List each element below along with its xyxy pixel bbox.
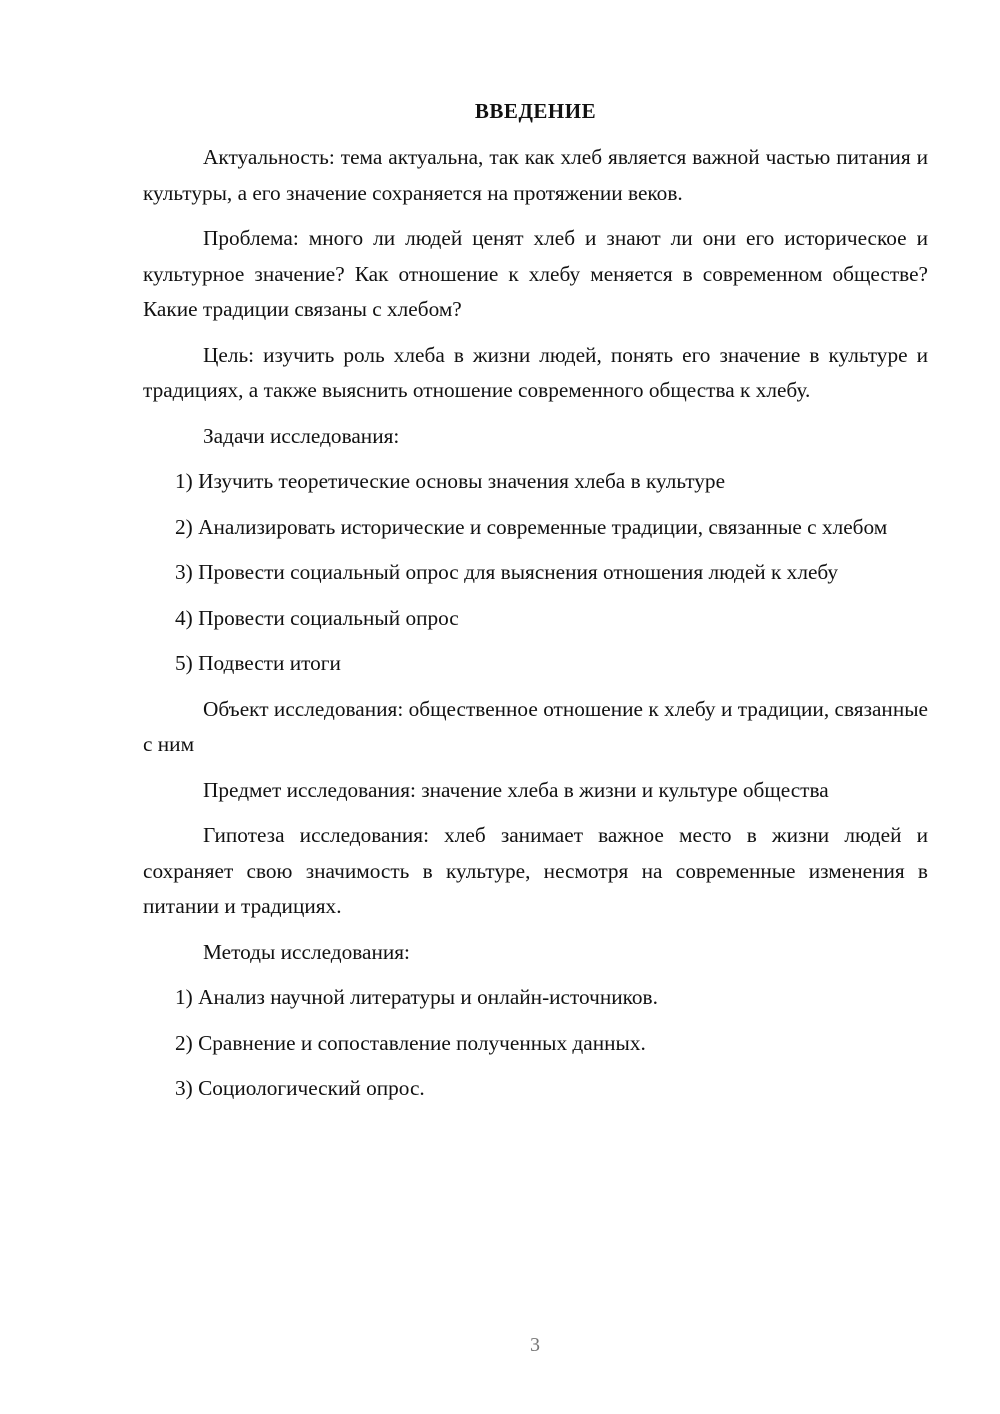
hypothesis-paragraph: Гипотеза исследования: хлеб занимает важное место в жизни людей и сохраняет свою значимость в культуре, несмотря на современные изменения в питании и традициях. [143,823,928,918]
subject-paragraph: Предмет исследования: значение хлеба в жизни и культуре общества [203,777,829,802]
object-paragraph: Объект исследования: общественное отношение к хлебу и традиции, связанные с ним [143,696,928,756]
method-item: 1) Анализ научной литературы и онлайн-источников. [175,985,658,1009]
method-item: 2) Сравнение и сопоставление полученных данных. [175,1030,646,1055]
page-number: 3 [530,1334,540,1356]
task-item: 2) Анализировать исторические и современные традиции, связанные с хлебом [175,514,888,539]
problem-paragraph: Проблема: много ли людей ценят хлеб и знают ли они его историческое и культурное значение? Как отношение к хлебу меняется в современном обществе? Какие традиции связаны с хлебом? [143,226,928,321]
relevance-paragraph: Актуальность: тема актуальна, так как хлеб является важной частью питания и культуры, а его значение сохраняется на протяжении веков. [143,145,928,205]
method-item: 3) Социологический опрос. [175,1076,425,1100]
document-page [143,96,928,1117]
task-item: 4) Провести социальный опрос [175,605,459,630]
task-item: 1) Изучить теоретические основы значения хлеба в культуре [175,469,726,493]
task-item: 3) Провести социальный опрос для выяснения отношения людей к хлебу [175,560,839,584]
section-heading: ВВЕДЕНИЕ [474,99,597,123]
tasks-title: Задачи исследования: [203,423,400,448]
goal-paragraph: Цель: изучить роль хлеба в жизни людей, понять его значение в культуре и традициях, а также выяснить отношение современного общества к хлебу. [143,342,928,402]
task-item: 5) Подвести итоги [175,651,341,675]
methods-title: Методы исследования: [203,939,410,964]
